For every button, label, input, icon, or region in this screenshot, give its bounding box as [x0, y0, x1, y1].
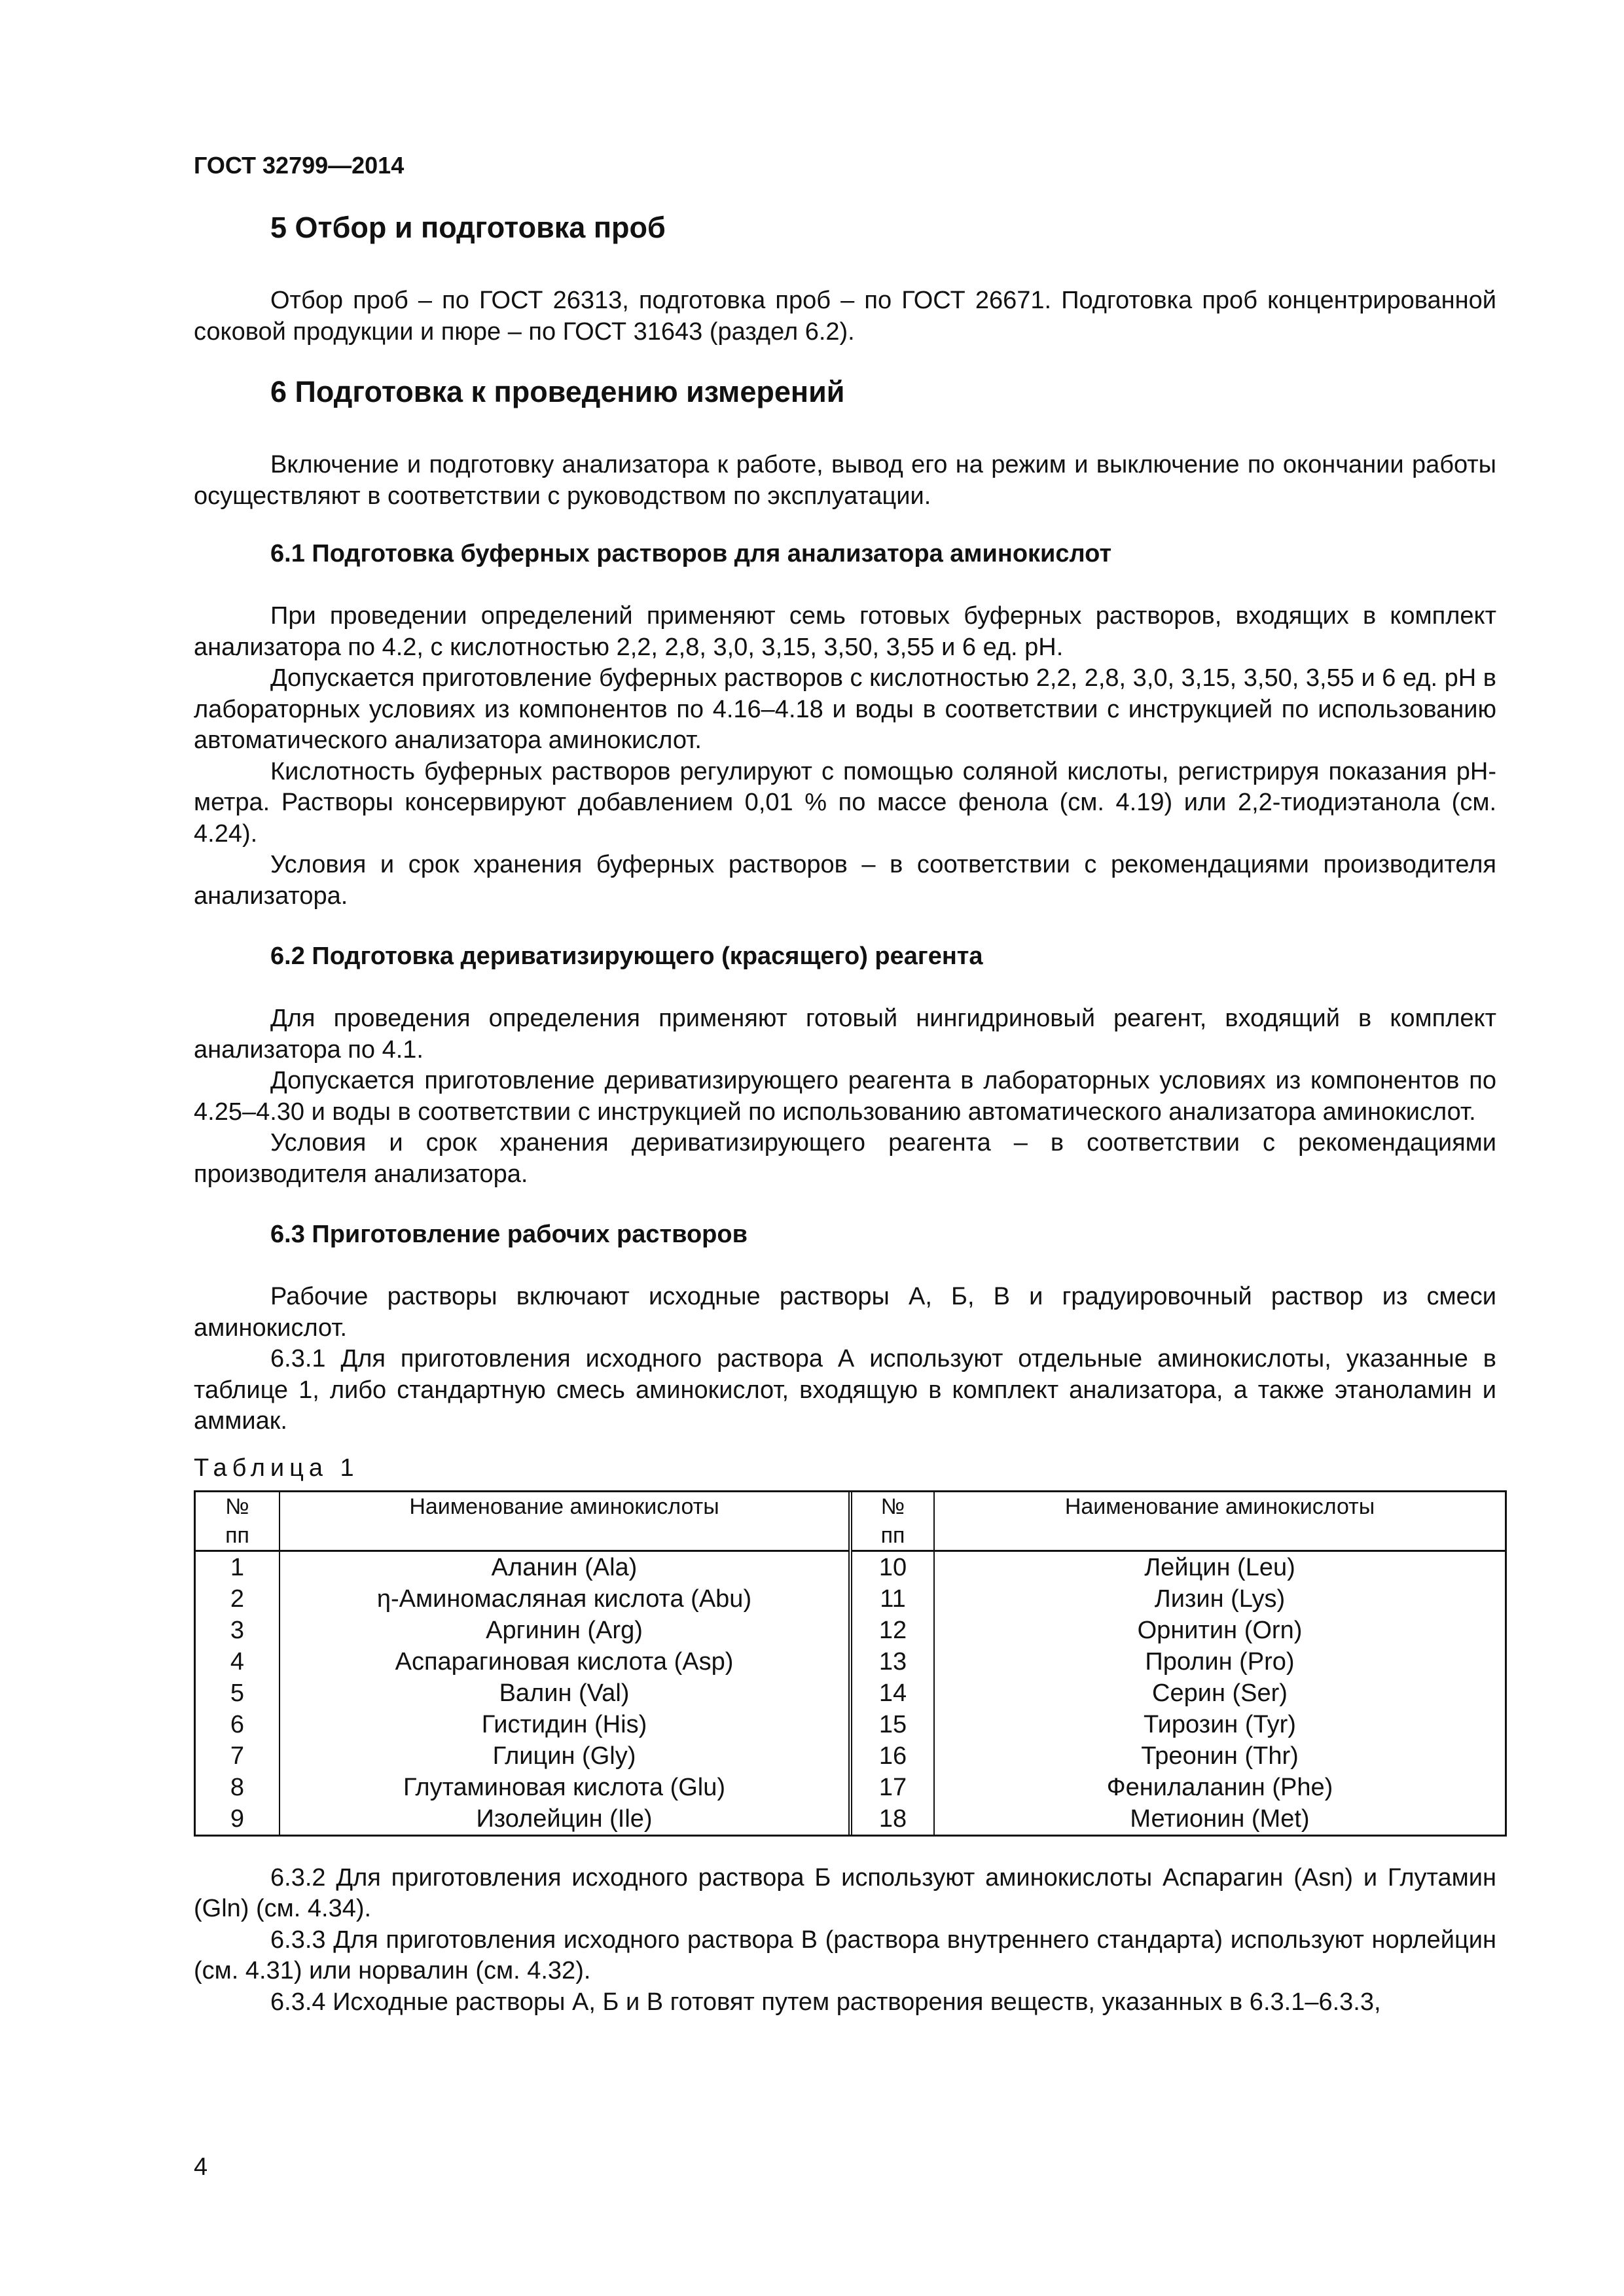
table-row — [196, 1709, 1505, 1740]
section-6-3 — [194, 1219, 1496, 1437]
table-row — [196, 1772, 1505, 1803]
header-num-symbol: № — [225, 1494, 249, 1519]
document-body — [194, 209, 1496, 2018]
cell-number: 16 — [850, 1740, 934, 1772]
cell-number: 10 — [850, 1551, 934, 1583]
cell-amino-acid: Метионин (Met) — [1130, 1804, 1310, 1833]
paragraph: При проведении определений применяют семь готовых буферных растворов, входящих в комплект анализатора по 4.2, с кислотностью 2,2, 2,8, 3,0, 3,15, 3,50, 3,55 и 6 ед. рН. — [194, 602, 1496, 661]
paragraph: Кислотность буферных растворов регулируют с помощью соляной кислоты, регистрируя показания рН-метра. Растворы консервируют добавлением 0,01 % по массе фенола (см. 4.19) или 2,2-тиодиэтанола (см. 4.24). — [194, 757, 1496, 848]
cell-amino-acid: Изолейцин (Ile) — [476, 1804, 653, 1833]
header-num-pp: пп — [225, 1522, 249, 1548]
paragraph: 6.3.2 Для приготовления исходного раствора Б используют аминокислоты Аспарагин (Asn) и Глутамин (Gln) (см. 4.34). — [194, 1863, 1496, 1922]
header-cell-name: Наименование аминокислоты — [409, 1494, 719, 1519]
cell-number: 3 — [196, 1615, 280, 1646]
section-6 — [194, 374, 1496, 512]
cell-number: 17 — [850, 1772, 934, 1803]
cell-number: 6 — [196, 1709, 280, 1740]
cell-number: 5 — [196, 1677, 280, 1709]
cell-number: 8 — [196, 1772, 280, 1803]
subsection-heading: 6.3 Приготовление рабочих растворов — [270, 1221, 748, 1248]
paragraph: Для проведения определения применяют готовый нингидриновый реагент, входящий в комплект анализатора по 4.1. — [194, 1005, 1496, 1064]
cell-amino-acid: Аспарагиновая кислота (Asp) — [395, 1647, 734, 1676]
amino-acid-table — [194, 1490, 1507, 1837]
cell-amino-acid: Гистидин (His) — [481, 1710, 647, 1738]
document-id: ГОСТ 32799—2014 — [194, 152, 405, 179]
paragraph: Допускается приготовление буферных растворов с кислотностью 2,2, 2,8, 3,0, 3,15, 3,50, 3,55 и 6 ед. рН в лабораторных условиях из компонентов по 4.16–4.18 и воды в соответствии с инструкцией по использованию автоматического анализатора аминокислот. — [194, 664, 1496, 754]
cell-number: 15 — [850, 1709, 934, 1740]
table-row — [196, 1583, 1505, 1615]
subsection-heading: 6.1 Подготовка буферных растворов для анализатора аминокислот — [270, 540, 1112, 567]
cell-amino-acid: Лейцин (Leu) — [1144, 1553, 1295, 1581]
table-row — [196, 1740, 1505, 1772]
paragraph: 6.3.3 Для приготовления исходного раствора В (раствора внутреннего стандарта) используют норлейцин (см. 4.31) или норвалин (см. 4.32). — [194, 1926, 1496, 1984]
section-6-1 — [194, 538, 1496, 912]
cell-amino-acid: Серин (Ser) — [1152, 1679, 1288, 1707]
header-cell-number — [196, 1492, 280, 1551]
cell-number: 18 — [850, 1803, 934, 1835]
page-number: 4 — [194, 2153, 208, 2181]
table-row — [196, 1615, 1505, 1646]
cell-number: 4 — [196, 1646, 280, 1677]
cell-number: 14 — [850, 1677, 934, 1709]
paragraph: Рабочие растворы включают исходные растворы А, Б, В и градуировочный раствор из смеси аминокислот. — [194, 1283, 1496, 1342]
subsection-heading: 6.2 Подготовка дериватизирующего (красящего) реагента — [270, 942, 983, 970]
paragraph: 6.3.1 Для приготовления исходного раствора А используют отдельные аминокислоты, указанные в таблице 1, либо стандартную смесь аминокислот, входящую в комплект анализатора, а также этаноламин и аммиак. — [194, 1345, 1496, 1435]
cell-amino-acid: Тирозин (Tyr) — [1144, 1710, 1296, 1738]
table-header-row — [196, 1492, 1505, 1551]
section-6-3-continued — [194, 1863, 1496, 2018]
section-heading: 5 Отбор и подготовка проб — [270, 211, 666, 244]
section-5 — [194, 209, 1496, 348]
paragraph: Условия и срок хранения дериватизирующего реагента – в соответствии с рекомендациями производителя анализатора. — [194, 1129, 1496, 1188]
paragraph: 6.3.4 Исходные растворы А, Б и В готовят путем растворения веществ, указанных в 6.3.1–6.3.3, — [270, 1988, 1381, 2016]
cell-number: 2 — [196, 1583, 280, 1615]
cell-amino-acid: Глутаминовая кислота (Glu) — [403, 1773, 726, 1801]
paragraph: Отбор проб – по ГОСТ 26313, подготовка проб – по ГОСТ 26671. Подготовка проб концентрированной соковой продукции и пюре – по ГОСТ 31643 (раздел 6.2). — [194, 287, 1496, 346]
cell-number: 9 — [196, 1803, 280, 1835]
table-row — [196, 1646, 1505, 1677]
header-cell-number — [850, 1492, 934, 1551]
cell-amino-acid: Пролин (Pro) — [1145, 1647, 1295, 1676]
paragraph: Включение и подготовку анализатора к работе, вывод его на режим и выключение по окончании работы осуществляют в соответствии с руководством по эксплуатации. — [194, 451, 1496, 510]
table-caption: Таблица 1 — [194, 1454, 359, 1482]
paragraph: Условия и срок хранения буферных растворов – в соответствии с рекомендациями производителя анализатора. — [194, 851, 1496, 910]
cell-amino-acid: Лизин (Lys) — [1154, 1585, 1286, 1613]
cell-amino-acid: Треонин (Thr) — [1141, 1742, 1299, 1770]
cell-amino-acid: Глицин (Gly) — [492, 1742, 636, 1770]
cell-amino-acid: Аргинин (Arg) — [486, 1616, 643, 1644]
section-6-2 — [194, 941, 1496, 1190]
cell-amino-acid: Орнитин (Orn) — [1137, 1616, 1303, 1644]
table-row — [196, 1803, 1505, 1835]
cell-number: 12 — [850, 1615, 934, 1646]
section-heading: 6 Подготовка к проведению измерений — [270, 375, 845, 408]
table-row — [196, 1677, 1505, 1709]
cell-amino-acid: Фенилаланин (Phe) — [1106, 1773, 1333, 1801]
header-num-symbol: № — [880, 1494, 905, 1519]
table-row — [196, 1551, 1505, 1583]
cell-number: 11 — [850, 1583, 934, 1615]
cell-number: 1 — [196, 1551, 280, 1583]
header-cell-name: Наименование аминокислоты — [1064, 1494, 1375, 1519]
cell-number: 7 — [196, 1740, 280, 1772]
table — [196, 1492, 1505, 1835]
paragraph: Допускается приготовление дериватизирующего реагента в лабораторных условиях из компонентов по 4.25–4.30 и воды в соответствии с инструкцией по использованию автоматического анализатора аминокислот. — [194, 1067, 1496, 1126]
cell-amino-acid: η-Аминомасляная кислота (Abu) — [376, 1585, 752, 1613]
cell-amino-acid: Валин (Val) — [499, 1679, 630, 1707]
header-num-pp: пп — [880, 1522, 905, 1548]
cell-number: 13 — [850, 1646, 934, 1677]
cell-amino-acid: Аланин (Ala) — [491, 1553, 638, 1581]
